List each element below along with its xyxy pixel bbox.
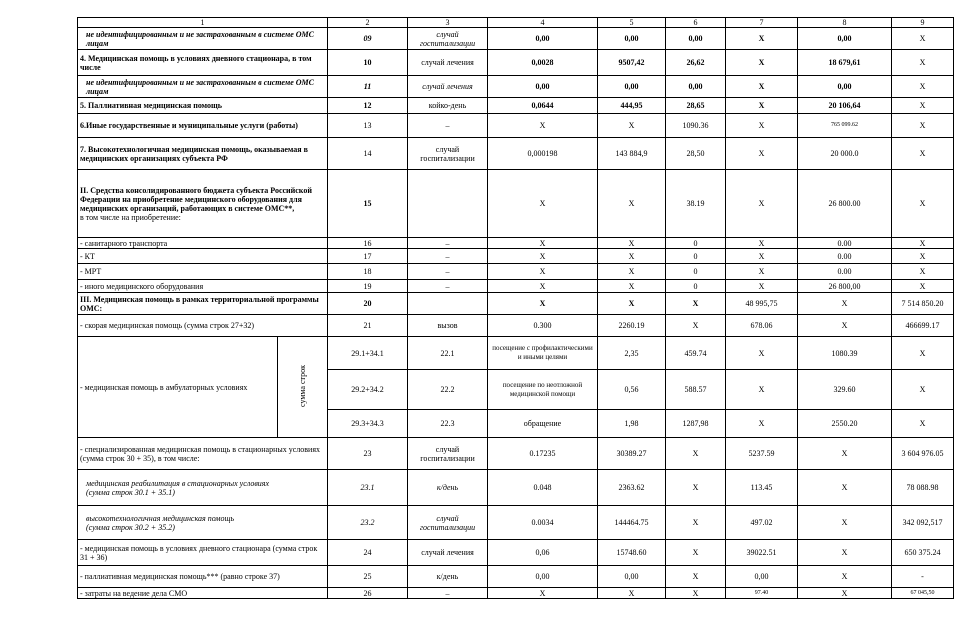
cell: Х — [798, 566, 892, 588]
cell: 7 514 850.20 — [892, 293, 954, 315]
column-number-row — [78, 18, 954, 28]
cell: Х — [726, 280, 798, 293]
cell: 0.00 — [798, 249, 892, 264]
cell: 0 — [666, 280, 726, 293]
cell: 143 884,9 — [598, 138, 666, 170]
cell: Х — [892, 249, 954, 264]
row-unit: к/день — [408, 566, 488, 588]
cell: Х — [598, 238, 666, 249]
row-name: - медицинская помощь в условиях дневного стационара (сумма строк 31 + 36) — [78, 540, 328, 566]
row-name: не идентифицированным и не застрахованным в системе ОМС лицам — [78, 28, 328, 50]
cell: Х — [892, 28, 954, 50]
cell: Х — [726, 337, 798, 370]
row-name-text: медицинская реабилитация в стационарных условиях — [86, 478, 270, 488]
col-header: 3 — [408, 18, 488, 28]
cell: 2550.20 — [798, 410, 892, 438]
row-number: 24 — [328, 540, 408, 566]
cell: Х — [598, 280, 666, 293]
cell: Х — [598, 293, 666, 315]
cell: Х — [892, 98, 954, 114]
col-header: 8 — [798, 18, 892, 28]
row-number: 22.3 — [408, 410, 488, 438]
cell: 650 375.24 — [892, 540, 954, 566]
cell: 97.40 — [726, 588, 798, 599]
cell: 0.00 — [798, 238, 892, 249]
col-header: 9 — [892, 18, 954, 28]
table-row — [78, 470, 954, 506]
cell: 678.06 — [726, 315, 798, 337]
cell: 9507,42 — [598, 50, 666, 76]
cell: Х — [726, 114, 798, 138]
col-header: 6 — [666, 18, 726, 28]
row-number: 23.1 — [328, 470, 408, 506]
cell: 0,00 — [488, 76, 598, 98]
row-unit: случай лечения — [408, 50, 488, 76]
row-name: 4. Медицинская помощь в условиях дневного стационара, в том числе — [78, 50, 328, 76]
row-number: 10 — [328, 50, 408, 76]
row-unit — [408, 170, 488, 238]
cell: 0,00 — [598, 76, 666, 98]
row-unit: случай госпитализации — [408, 438, 488, 470]
cell: Х — [488, 114, 598, 138]
cell: 0 — [666, 264, 726, 280]
table-row — [78, 315, 954, 337]
table-row — [78, 264, 954, 280]
table-row — [78, 438, 954, 470]
row-unit: случай госпитализации — [408, 138, 488, 170]
cell: 0,0028 — [488, 50, 598, 76]
sum-formula: 29.2+34.2 — [328, 370, 408, 410]
cell: Х — [488, 293, 598, 315]
cell: 0.300 — [488, 315, 598, 337]
row-unit: – — [408, 249, 488, 264]
cell: Х — [726, 50, 798, 76]
cell: Х — [726, 238, 798, 249]
cell: 0,00 — [598, 566, 666, 588]
col-header: 1 — [78, 18, 328, 28]
table-row — [78, 170, 954, 238]
cell: Х — [798, 540, 892, 566]
cell: Х — [892, 238, 954, 249]
cell: 0,00 — [666, 28, 726, 50]
row-number: 21 — [328, 315, 408, 337]
row-number: 23 — [328, 438, 408, 470]
row-number: 22.2 — [408, 370, 488, 410]
cell: 0,0644 — [488, 98, 598, 114]
table-row — [78, 76, 954, 98]
cell: 0.00 — [798, 264, 892, 280]
row-number: 22.1 — [408, 337, 488, 370]
col-header: 7 — [726, 18, 798, 28]
cell: 5237.59 — [726, 438, 798, 470]
row-number: 11 — [328, 76, 408, 98]
table-row — [78, 337, 954, 370]
row-name-sub: (сумма строк 30.2 + 35.2) — [86, 522, 175, 532]
cell: 0 — [666, 249, 726, 264]
cell: 18 679,61 — [798, 50, 892, 76]
row-name-sub: (сумма строк 30.1 + 35.1) — [86, 487, 175, 497]
cell: 26 800,00 — [798, 280, 892, 293]
cell: 1080.39 — [798, 337, 892, 370]
table-row — [78, 293, 954, 315]
row-unit: – — [408, 238, 488, 249]
cell: 0 — [666, 238, 726, 249]
table-row — [78, 280, 954, 293]
cell: 144464.75 — [598, 506, 666, 540]
cell: Х — [666, 588, 726, 599]
cell: 2363.62 — [598, 470, 666, 506]
cell: Х — [726, 264, 798, 280]
cell: 0.0034 — [488, 506, 598, 540]
table-row — [78, 114, 954, 138]
cell: Х — [892, 50, 954, 76]
cell: Х — [666, 438, 726, 470]
cell: 28,65 — [666, 98, 726, 114]
cell: 1287,98 — [666, 410, 726, 438]
table-row — [78, 566, 954, 588]
row-number: 14 — [328, 138, 408, 170]
row-unit: – — [408, 114, 488, 138]
row-name: - скорая медицинская помощь (сумма строк 27+32) — [78, 315, 328, 337]
cell: 588.57 — [666, 370, 726, 410]
cell: 459.74 — [666, 337, 726, 370]
cell: Х — [892, 138, 954, 170]
cell: 0,56 — [598, 370, 666, 410]
cell: Х — [666, 506, 726, 540]
cell: Х — [892, 337, 954, 370]
row-name — [78, 470, 328, 506]
cell: Х — [488, 249, 598, 264]
cell: Х — [666, 470, 726, 506]
cell: 113.45 — [726, 470, 798, 506]
row-name — [78, 506, 328, 540]
cell: Х — [598, 114, 666, 138]
cell: Х — [666, 540, 726, 566]
cell: 2260.19 — [598, 315, 666, 337]
cell: 0,00 — [798, 28, 892, 50]
table-row — [78, 98, 954, 114]
cell: Х — [798, 438, 892, 470]
cell: 38.19 — [666, 170, 726, 238]
cell: 39022.51 — [726, 540, 798, 566]
cell: Х — [798, 470, 892, 506]
row-unit: случай госпитализации — [408, 506, 488, 540]
cell: Х — [598, 249, 666, 264]
row-number: 25 — [328, 566, 408, 588]
cell: Х — [892, 264, 954, 280]
cell: 0,00 — [726, 566, 798, 588]
cell: 0.048 — [488, 470, 598, 506]
cell: Х — [666, 566, 726, 588]
sum-formula: 29.1+34.1 — [328, 337, 408, 370]
cell: 0.17235 — [488, 438, 598, 470]
cell: 30389.27 — [598, 438, 666, 470]
cell: 1,98 — [598, 410, 666, 438]
row-name-sub: в том числе на приобретение: — [80, 212, 181, 222]
cell: Х — [488, 264, 598, 280]
cell: Х — [726, 370, 798, 410]
cell: Х — [892, 76, 954, 98]
cell: Х — [598, 170, 666, 238]
cell: 765 099.62 — [798, 114, 892, 138]
cell: 466699.17 — [892, 315, 954, 337]
cell: Х — [798, 588, 892, 599]
cell: 497.02 — [726, 506, 798, 540]
cell: 0,00 — [488, 566, 598, 588]
cell: Х — [598, 264, 666, 280]
cell: - — [892, 566, 954, 588]
table-row — [78, 28, 954, 50]
cell: Х — [488, 238, 598, 249]
row-unit: случай госпитализации — [408, 28, 488, 50]
table-row — [78, 249, 954, 264]
cell: 1090.36 — [666, 114, 726, 138]
table-row — [78, 540, 954, 566]
cell: Х — [798, 293, 892, 315]
cell: 2,35 — [598, 337, 666, 370]
row-name: 6.Иные государственные и муниципальные услуги (работы) — [78, 114, 328, 138]
row-name: - КТ — [78, 249, 328, 264]
row-unit: посещение по неотложной медицинской помощи — [488, 370, 598, 410]
row-name: - медицинская помощь в амбулаторных условиях — [78, 337, 278, 438]
row-number: 12 — [328, 98, 408, 114]
row-number: 18 — [328, 264, 408, 280]
cell: 444,95 — [598, 98, 666, 114]
cell: Х — [726, 76, 798, 98]
cell: Х — [726, 98, 798, 114]
row-name: 5. Паллиативная медицинская помощь — [78, 98, 328, 114]
cell: 26,62 — [666, 50, 726, 76]
table-row — [78, 50, 954, 76]
cell: 20 106,64 — [798, 98, 892, 114]
col-header: 2 — [328, 18, 408, 28]
cell: 20 000.0 — [798, 138, 892, 170]
sum-rows-text: сумма строк — [298, 365, 307, 407]
table-row — [78, 588, 954, 599]
col-header: 5 — [598, 18, 666, 28]
row-unit: к/день — [408, 470, 488, 506]
cell: 0,00 — [666, 76, 726, 98]
cell: Х — [798, 315, 892, 337]
row-name: - иного медицинского оборудования — [78, 280, 328, 293]
col-header: 4 — [488, 18, 598, 28]
row-unit: – — [408, 264, 488, 280]
row-unit: посещение с профилактическими и иными целями — [488, 337, 598, 370]
row-name: - паллиативная медицинская помощь*** (равно строке 37) — [78, 566, 328, 588]
cell: 0,00 — [598, 28, 666, 50]
row-name — [78, 170, 328, 238]
cell: 3 604 976.05 — [892, 438, 954, 470]
cell: Х — [726, 28, 798, 50]
cell: Х — [726, 410, 798, 438]
table-row — [78, 506, 954, 540]
cell: 78 088.98 — [892, 470, 954, 506]
row-name: III. Медицинская помощь в рамках территориальной программы ОМС: — [78, 293, 328, 315]
cell: Х — [726, 249, 798, 264]
cell: Х — [892, 114, 954, 138]
cell: Х — [892, 280, 954, 293]
budget-table — [77, 17, 954, 599]
row-number: 26 — [328, 588, 408, 599]
row-number: 13 — [328, 114, 408, 138]
row-number: 23.2 — [328, 506, 408, 540]
row-unit: койко-день — [408, 98, 488, 114]
cell: 0,00 — [798, 76, 892, 98]
cell: 26 800.00 — [798, 170, 892, 238]
row-name-text: высокотехнологичная медицинская помощь — [86, 513, 235, 523]
cell: 329.60 — [798, 370, 892, 410]
row-unit: случай лечения — [408, 540, 488, 566]
cell: 342 092,517 — [892, 506, 954, 540]
cell: Х — [892, 170, 954, 238]
row-number: 17 — [328, 249, 408, 264]
cell: Х — [726, 170, 798, 238]
cell: Х — [892, 410, 954, 438]
sum-rows-label — [278, 337, 328, 438]
cell: 28,50 — [666, 138, 726, 170]
row-unit: – — [408, 588, 488, 599]
table-row — [78, 138, 954, 170]
cell: Х — [798, 506, 892, 540]
row-unit: случай лечения — [408, 76, 488, 98]
row-number: 19 — [328, 280, 408, 293]
row-name: - затраты на ведение дела СМО — [78, 588, 328, 599]
cell: 67 045,50 — [892, 588, 954, 599]
row-name-text: II. Средства консолидированного бюджета субъекта Российской Федерации на приобретение медицинского оборудования для медицинских организаций, работающих в системе ОМС**, — [80, 185, 312, 213]
cell: Х — [666, 315, 726, 337]
table-row — [78, 238, 954, 249]
row-unit: обращение — [488, 410, 598, 438]
row-number: 16 — [328, 238, 408, 249]
row-number: 15 — [328, 170, 408, 238]
cell: Х — [726, 138, 798, 170]
cell: 0,00 — [488, 28, 598, 50]
cell: Х — [666, 293, 726, 315]
cell: Х — [488, 588, 598, 599]
row-unit: – — [408, 280, 488, 293]
cell: Х — [598, 588, 666, 599]
row-name: 7. Высокотехнологичная медицинская помощь, оказываемая в медицинских организациях субъекта РФ — [78, 138, 328, 170]
row-number: 09 — [328, 28, 408, 50]
row-name: - санитарного транспорта — [78, 238, 328, 249]
cell: Х — [488, 170, 598, 238]
row-number: 20 — [328, 293, 408, 315]
cell: Х — [892, 370, 954, 410]
sum-formula: 29.3+34.3 — [328, 410, 408, 438]
cell: 48 995,75 — [726, 293, 798, 315]
row-unit: вызов — [408, 315, 488, 337]
row-name: - специализированная медицинская помощь в стационарных условиях (сумма строк 30 + 35), в том числе: — [78, 438, 328, 470]
row-unit — [408, 293, 488, 315]
row-name: не идентифицированным и не застрахованным в системе ОМС лицам — [78, 76, 328, 98]
row-name: - МРТ — [78, 264, 328, 280]
cell: 15748.60 — [598, 540, 666, 566]
cell: 0,06 — [488, 540, 598, 566]
cell: Х — [488, 280, 598, 293]
cell: 0,000198 — [488, 138, 598, 170]
